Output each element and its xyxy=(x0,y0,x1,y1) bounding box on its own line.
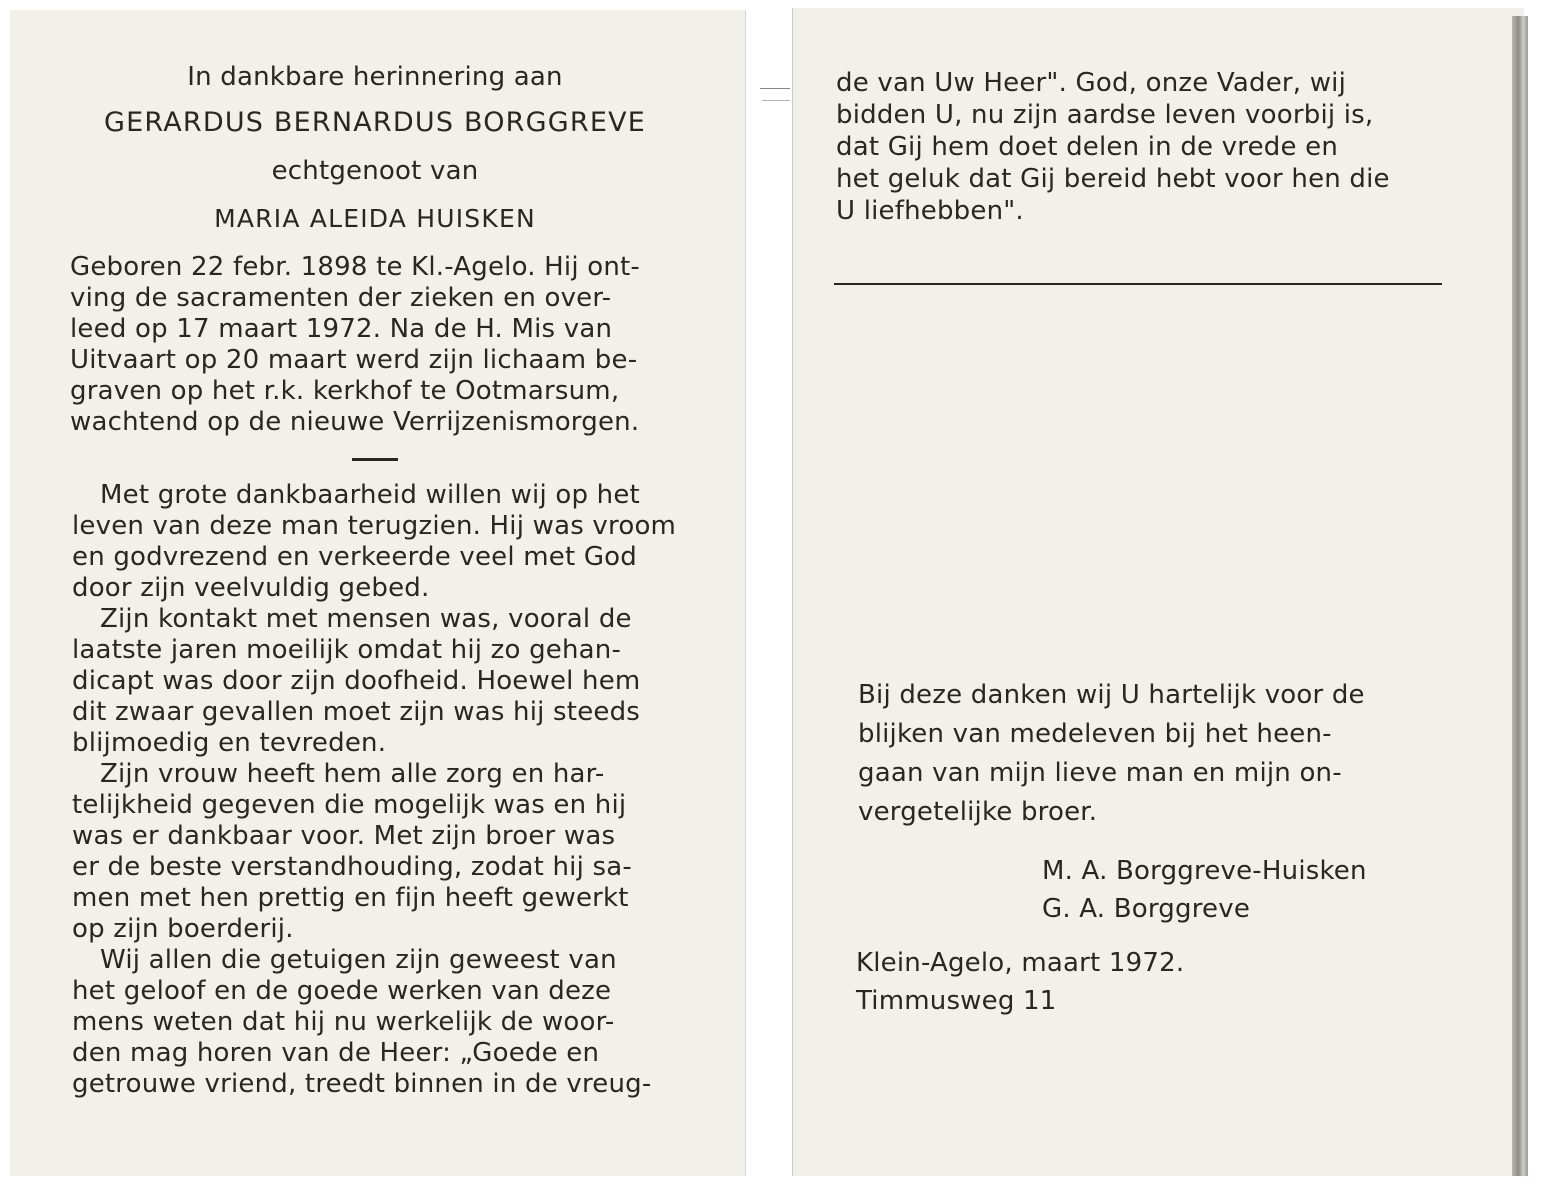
text-line: mens weten dat hij nu werkelijk de woor- xyxy=(72,1007,615,1037)
fold-mark-lower xyxy=(762,100,790,101)
bio-line: graven op het r.k. kerkhof te Ootmarsum, xyxy=(70,376,620,406)
place-date: Klein-Agelo, maart 1972. xyxy=(856,948,1185,978)
section-divider xyxy=(352,458,398,461)
text-line: laatste jaren moeilijk omdat hij zo gehan- xyxy=(72,635,622,665)
bio-line: leed op 17 maart 1972. Na de H. Mis van xyxy=(70,314,613,344)
bio-line: ving de sacramenten der zieken en over- xyxy=(70,283,612,313)
text-line: Met grote dankbaarheid willen wij op het xyxy=(100,480,640,510)
card-edge-shadow xyxy=(1512,16,1528,1176)
text-line: Zijn kontakt met mensen was, vooral de xyxy=(100,604,632,634)
text-line: getrouwe vriend, treedt binnen in de vreug- xyxy=(72,1069,652,1099)
thanks-line: gaan van mijn lieve man en mijn on- xyxy=(858,758,1342,788)
text-line: het geluk dat Gij bereid hebt voor hen die xyxy=(836,164,1390,194)
thanks-line: vergetelijke broer. xyxy=(858,797,1098,827)
signature-line: M. A. Borggreve-Huisken xyxy=(1042,856,1367,886)
thanks-line: blijken van medeleven bij het heen- xyxy=(858,719,1332,749)
bio-line: wachtend op de nieuwe Verrijzenismorgen. xyxy=(70,407,640,437)
text-line: leven van deze man terugzien. Hij was vroom xyxy=(72,511,677,541)
text-line: dit zwaar gevallen moet zijn was hij steeds xyxy=(72,697,641,727)
text-line: bidden U, nu zijn aardse leven voorbij is, xyxy=(836,100,1374,130)
signature-line: G. A. Borggreve xyxy=(1042,894,1251,924)
text-line: blijmoedig en tevreden. xyxy=(72,728,387,758)
text-line: was er dankbaar voor. Met zijn broer was xyxy=(72,821,616,851)
deceased-name: GERARDUS BERNARDUS BORGGREVE xyxy=(103,107,647,138)
thanks-line: Bij deze danken wij U hartelijk voor de xyxy=(858,680,1365,710)
bio-line: Geboren 22 febr. 1898 te Kl.-Agelo. Hij ont- xyxy=(70,252,640,282)
text-line: telijkheid gegeven die mogelijk was en hij xyxy=(72,790,627,820)
bio-line: Uitvaart op 20 maart werd zijn lichaam be- xyxy=(70,345,638,375)
text-line: dicapt was door zijn doofheid. Hoewel hem xyxy=(72,666,641,696)
text-line: U liefhebben". xyxy=(836,196,1024,226)
text-line: Wij allen die getuigen zijn geweest van xyxy=(100,945,617,975)
text-line: de van Uw Heer". God, onze Vader, wij xyxy=(836,68,1347,98)
text-line: door zijn veelvuldig gebed. xyxy=(72,573,430,603)
text-line: den mag horen van de Heer: „Goede en xyxy=(72,1038,600,1068)
relation-line: echtgenoot van xyxy=(271,156,479,186)
horizontal-rule xyxy=(834,283,1442,285)
address: Timmusweg 11 xyxy=(856,986,1057,1016)
text-line: en godvrezend en verkeerde veel met God xyxy=(72,542,637,572)
text-line: het geloof en de goede werken van deze xyxy=(72,976,612,1006)
fold-mark-top xyxy=(760,88,790,89)
text-line: op zijn boerderij. xyxy=(72,914,294,944)
text-line: dat Gij hem doet delen in de vrede en xyxy=(836,132,1339,162)
spouse-name: MARIA ALEIDA HUISKEN xyxy=(214,204,536,233)
text-line: er de beste verstandhouding, zodat hij sa- xyxy=(72,852,632,882)
text-line: men met hen prettig en fijn heeft gewerkt xyxy=(72,883,629,913)
intro-line: In dankbare herinnering aan xyxy=(187,62,563,92)
text-line: Zijn vrouw heeft hem alle zorg en har- xyxy=(100,759,605,789)
